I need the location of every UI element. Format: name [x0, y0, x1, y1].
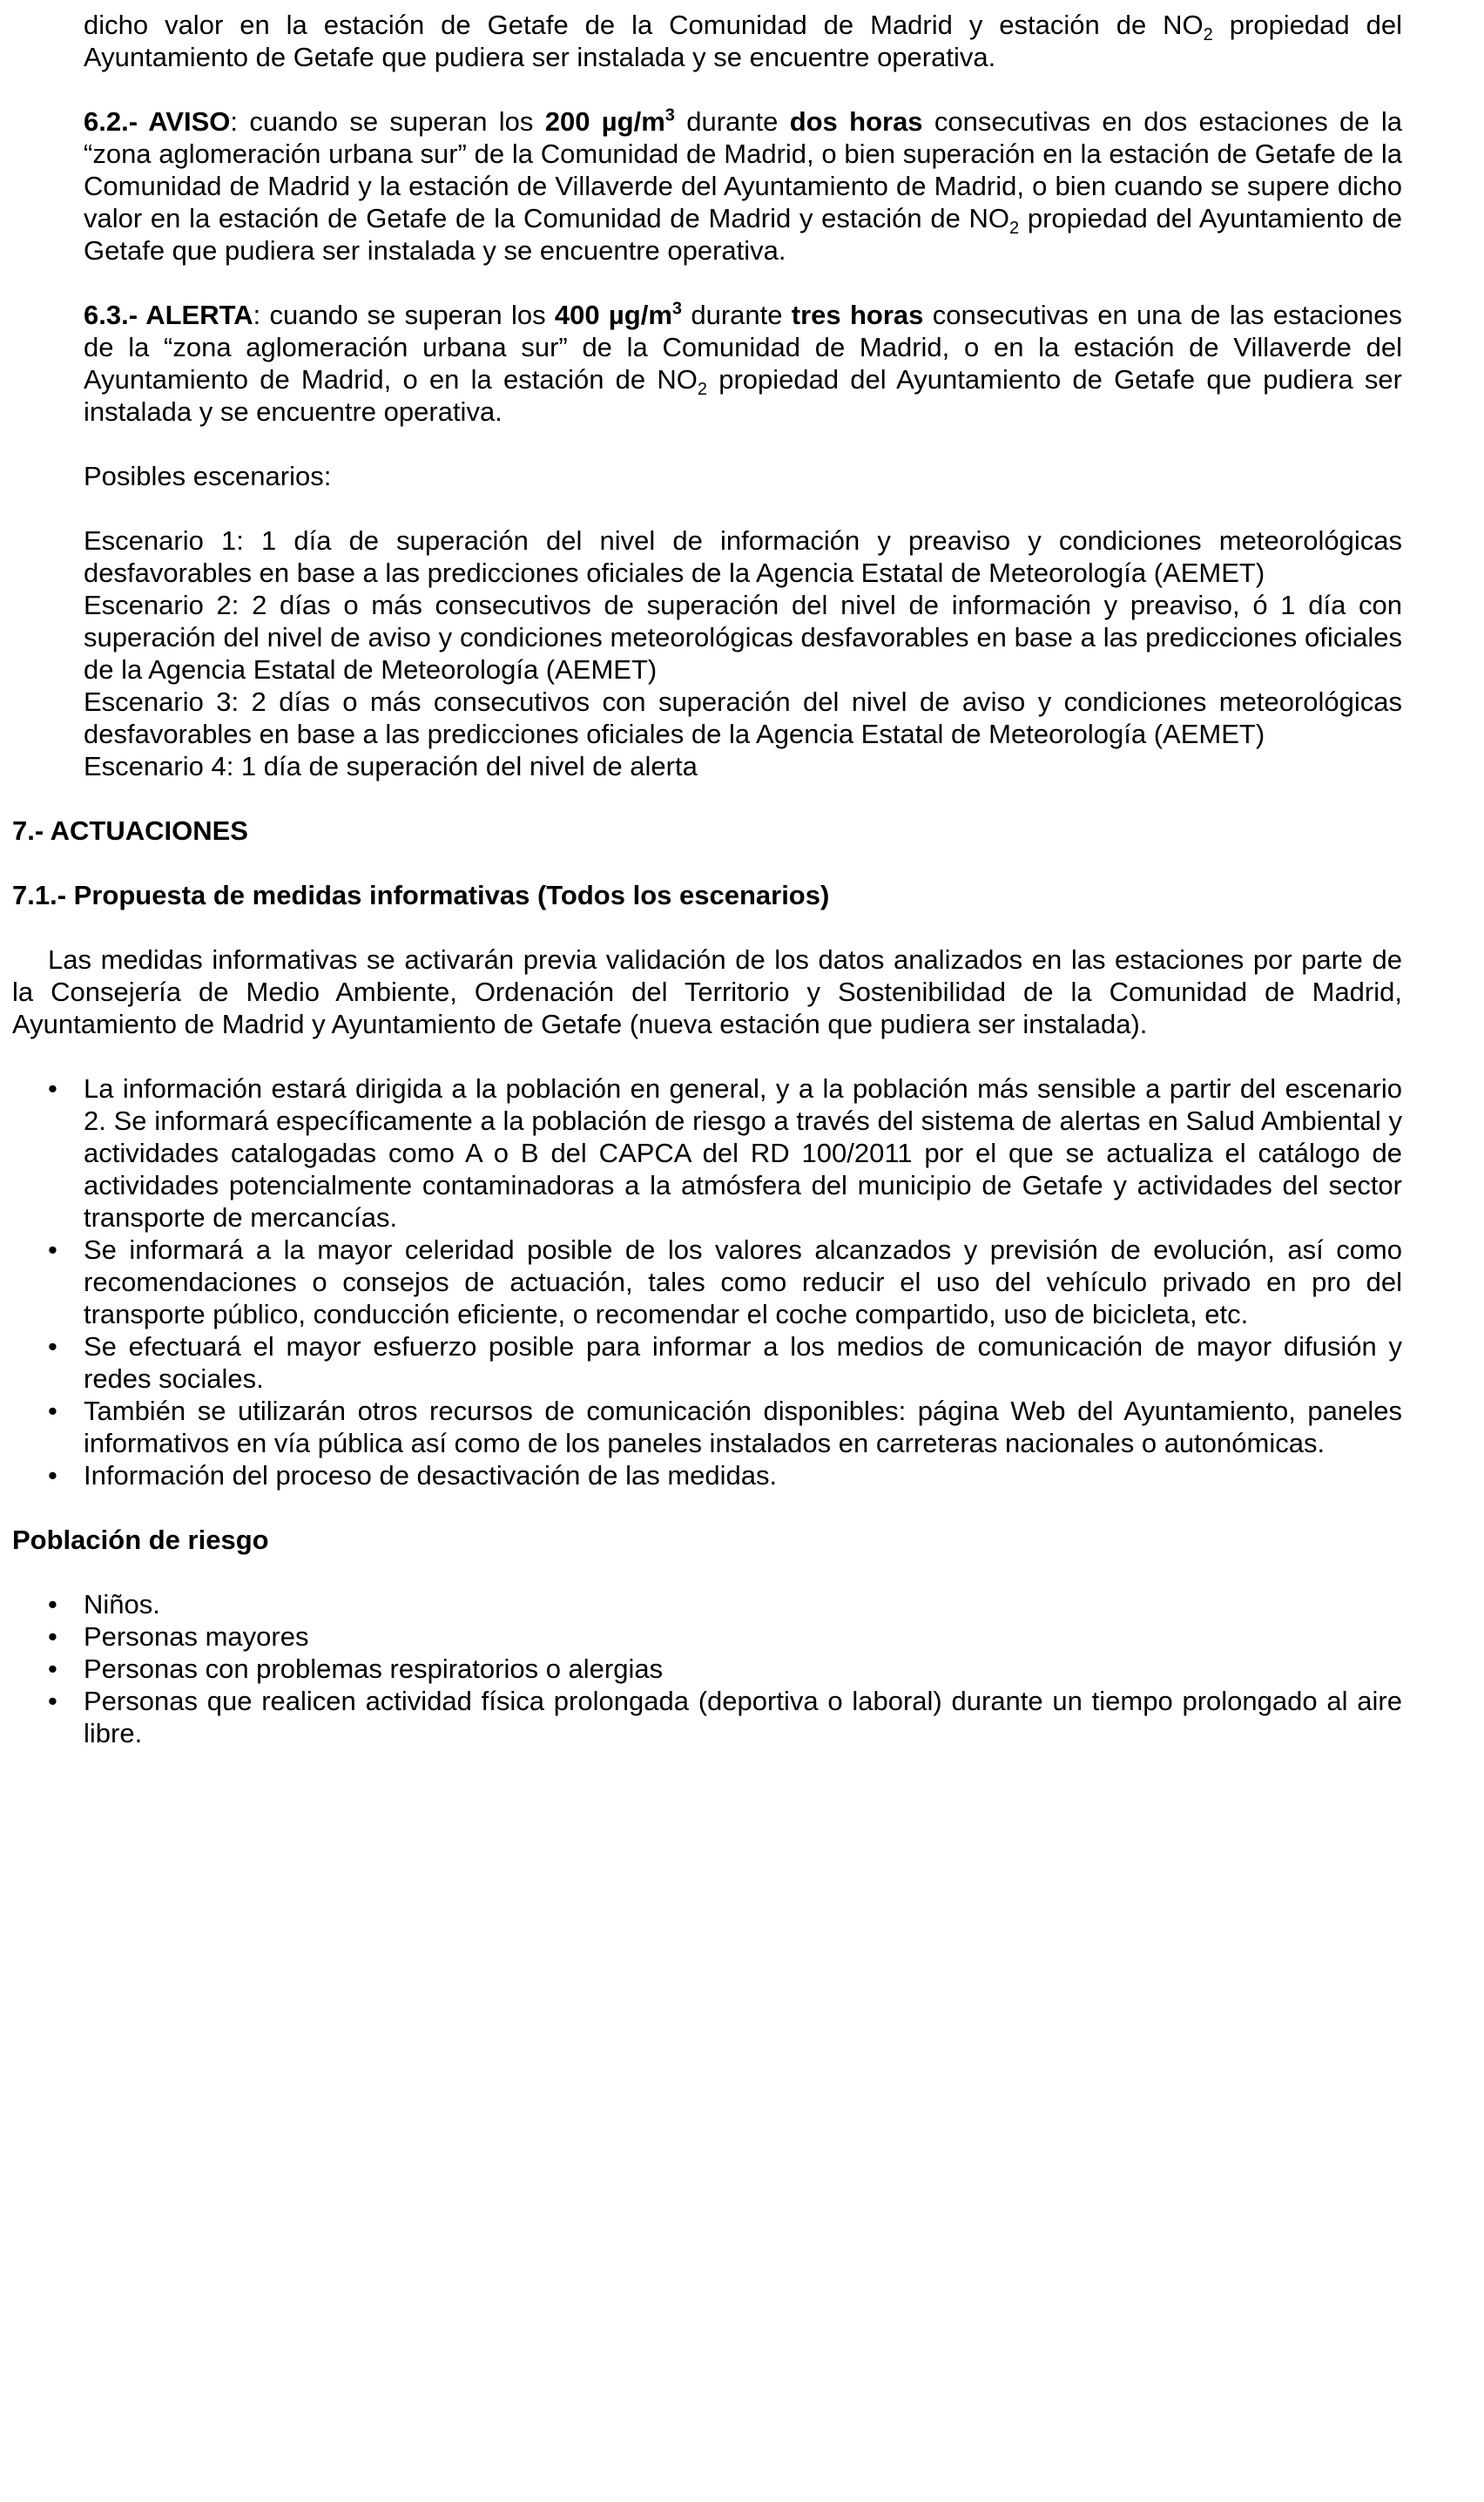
paragraph-escenario-3: [84, 686, 1402, 750]
text-segment-b: 7.- ACTUACIONES: [12, 815, 248, 846]
bullet-list-item: [84, 1459, 1402, 1491]
text-segment: Niños.: [84, 1589, 160, 1620]
text-segment: : cuando se superan los: [230, 106, 545, 137]
text-segment: Se informará a la mayor celeridad posible de los valores alcanzados y previsión de evolución, así como recomendaciones o consejos de actuación, tales como reducir el uso del vehículo privado en pro del transporte público, conducción eficiente, o recomendar el coche compartido, uso de bicicleta, etc.: [84, 1234, 1402, 1329]
text-segment: : cuando se superan los: [253, 300, 555, 330]
text-segment: durante: [682, 300, 792, 330]
text-segment-bsup: 3: [671, 299, 683, 319]
text-segment: Información del proceso de desactivación de las medidas.: [84, 1460, 778, 1491]
text-segment: consecutivas en dos estaciones de la “zona aglomeración urbana sur” de la Comunidad de Madrid, o bien superación en la estación de Getafe de la Comunidad de Madrid y la estación de Villaverde del Ayuntamiento de Madrid, o bien cuando se supere dicho valor en la estación de Getafe de la Comunidad de Madrid y estación de NO: [84, 106, 1402, 233]
heading-actuaciones: [12, 815, 1402, 847]
bullet-list-item: [84, 1234, 1402, 1330]
bullet-list-item: [84, 1072, 1402, 1234]
bullet-list-item: [84, 1653, 1402, 1685]
text-segment: durante: [674, 106, 790, 137]
bullet-list-item: [84, 1685, 1402, 1749]
text-segment: Personas que realicen actividad física prolongada (deportiva o laboral) durante un tiempo prolongado al aire libre.: [84, 1686, 1402, 1748]
text-segment: Personas mayores: [84, 1621, 309, 1652]
text-segment: Escenario 2: 2 días o más consecutivos de superación del nivel de información y preaviso, ó 1 día con superación del nivel de aviso y condiciones meteorológicas desfavorables en base a las predicciones oficiales de la Agencia Estatal de Meteorología (AEMET): [84, 590, 1402, 685]
text-segment: propiedad del Ayuntamiento de Getafe que pudiera ser instalada y se encuentre operativa.: [84, 364, 1402, 427]
text-segment: dicho valor en la estación de Getafe de la Comunidad de Madrid y estación de NO: [84, 10, 1204, 40]
bullet-list-item: [84, 1588, 1402, 1620]
text-segment: Escenario 3: 2 días o más consecutivos con superación del nivel de aviso y condiciones meteorológicas desfavorables en base a las predicciones oficiales de la Agencia Estatal de Meteorología (AEMET): [84, 686, 1402, 749]
text-segment-b: dos horas: [789, 106, 923, 137]
text-segment-nsub: 2: [1203, 25, 1213, 45]
text-segment-b: 6.3.- ALERTA: [84, 300, 253, 330]
paragraph-escenario-2: [84, 589, 1402, 686]
paragraph-medidas-informativas: [12, 943, 1402, 1040]
paragraph-escenario-4: [84, 750, 1402, 782]
paragraph-posibles-escenarios: [84, 460, 1402, 492]
text-segment-b: tres horas: [791, 300, 924, 330]
heading-poblacion-riesgo: [12, 1524, 1402, 1556]
text-segment-b: 6.2.- AVISO: [84, 106, 231, 137]
paragraph-alerta: [84, 299, 1402, 428]
paragraph-aviso: [84, 105, 1402, 267]
text-segment-b: Población de riesgo: [12, 1525, 269, 1555]
risk-groups-list: [12, 1588, 1402, 1749]
text-segment: La información estará dirigida a la población en general, y a la población más sensible a partir del escenario 2. Se informará específicamente a la población de riesgo a través del sistema de alertas en Salud Ambiental y actividades catalogadas como A o B del CAPCA del RD 100/2011 por el que se actualiza el catálogo de actividades potencialmente contaminadoras a la atmósfera del municipio de Getafe y actividades del sector transporte de mercancías.: [84, 1073, 1402, 1233]
text-segment: propiedad del Ayuntamiento de Getafe que pudiera ser instalada y se encuentre operativa.: [84, 10, 1402, 72]
text-segment-b: 400 µg/m: [554, 300, 672, 330]
paragraph-escenario-1: [84, 524, 1402, 589]
text-segment: consecutivas en una de las estaciones de la “zona aglomeración urbana sur” de la Comunidad de Madrid, o en la estación de Villaverde del Ayuntamiento de Madrid, o en la estación de NO: [84, 300, 1402, 395]
text-segment: propiedad del Ayuntamiento de Getafe que pudiera ser instalada y se encuentre operativa.: [84, 203, 1403, 266]
text-segment: Personas con problemas respiratorios o alergias: [84, 1653, 664, 1684]
measures-list: [12, 1072, 1402, 1491]
text-segment-b: 7.1.- Propuesta de medidas informativas (Todos los escenarios): [12, 880, 830, 910]
text-segment-nsub: 2: [697, 380, 707, 400]
text-segment-bsup: 3: [664, 105, 675, 125]
text-segment: También se utilizarán otros recursos de comunicación disponibles: página Web del Ayuntamiento, paneles informativos en vía pública así como de los paneles instalados en carreteras nacionales o autonómicas.: [84, 1396, 1402, 1458]
text-segment-b: 200 µg/m: [544, 106, 665, 137]
text-segment: Posibles escenarios:: [84, 461, 332, 491]
bullet-list-item: [84, 1395, 1402, 1459]
heading-propuesta-medidas: [12, 879, 1402, 911]
bullet-list-item: [84, 1330, 1402, 1395]
paragraph-continuation: [84, 9, 1402, 73]
text-segment: Escenario 1: 1 día de superación del nivel de información y preaviso y condiciones meteorológicas desfavorables en base a las predicciones oficiales de la Agencia Estatal de Meteorología (AEMET): [84, 525, 1402, 588]
text-segment: Se efectuará el mayor esfuerzo posible para informar a los medios de comunicación de mayor difusión y redes sociales.: [84, 1331, 1402, 1394]
document-content: [12, 9, 1402, 1749]
text-segment-nsub: 2: [1009, 219, 1020, 239]
text-segment: Escenario 4: 1 día de superación del nivel de alerta: [84, 751, 698, 781]
bullet-list-item: [84, 1620, 1402, 1653]
text-segment: Las medidas informativas se activarán previa validación de los datos analizados en las estaciones por parte de la Consejería de Medio Ambiente, Ordenación del Territorio y Sostenibilidad de la Comunidad de Madrid, Ayuntamiento de Madrid y Ayuntamiento de Getafe (nueva estación que pudiera ser instalada).: [12, 944, 1402, 1039]
